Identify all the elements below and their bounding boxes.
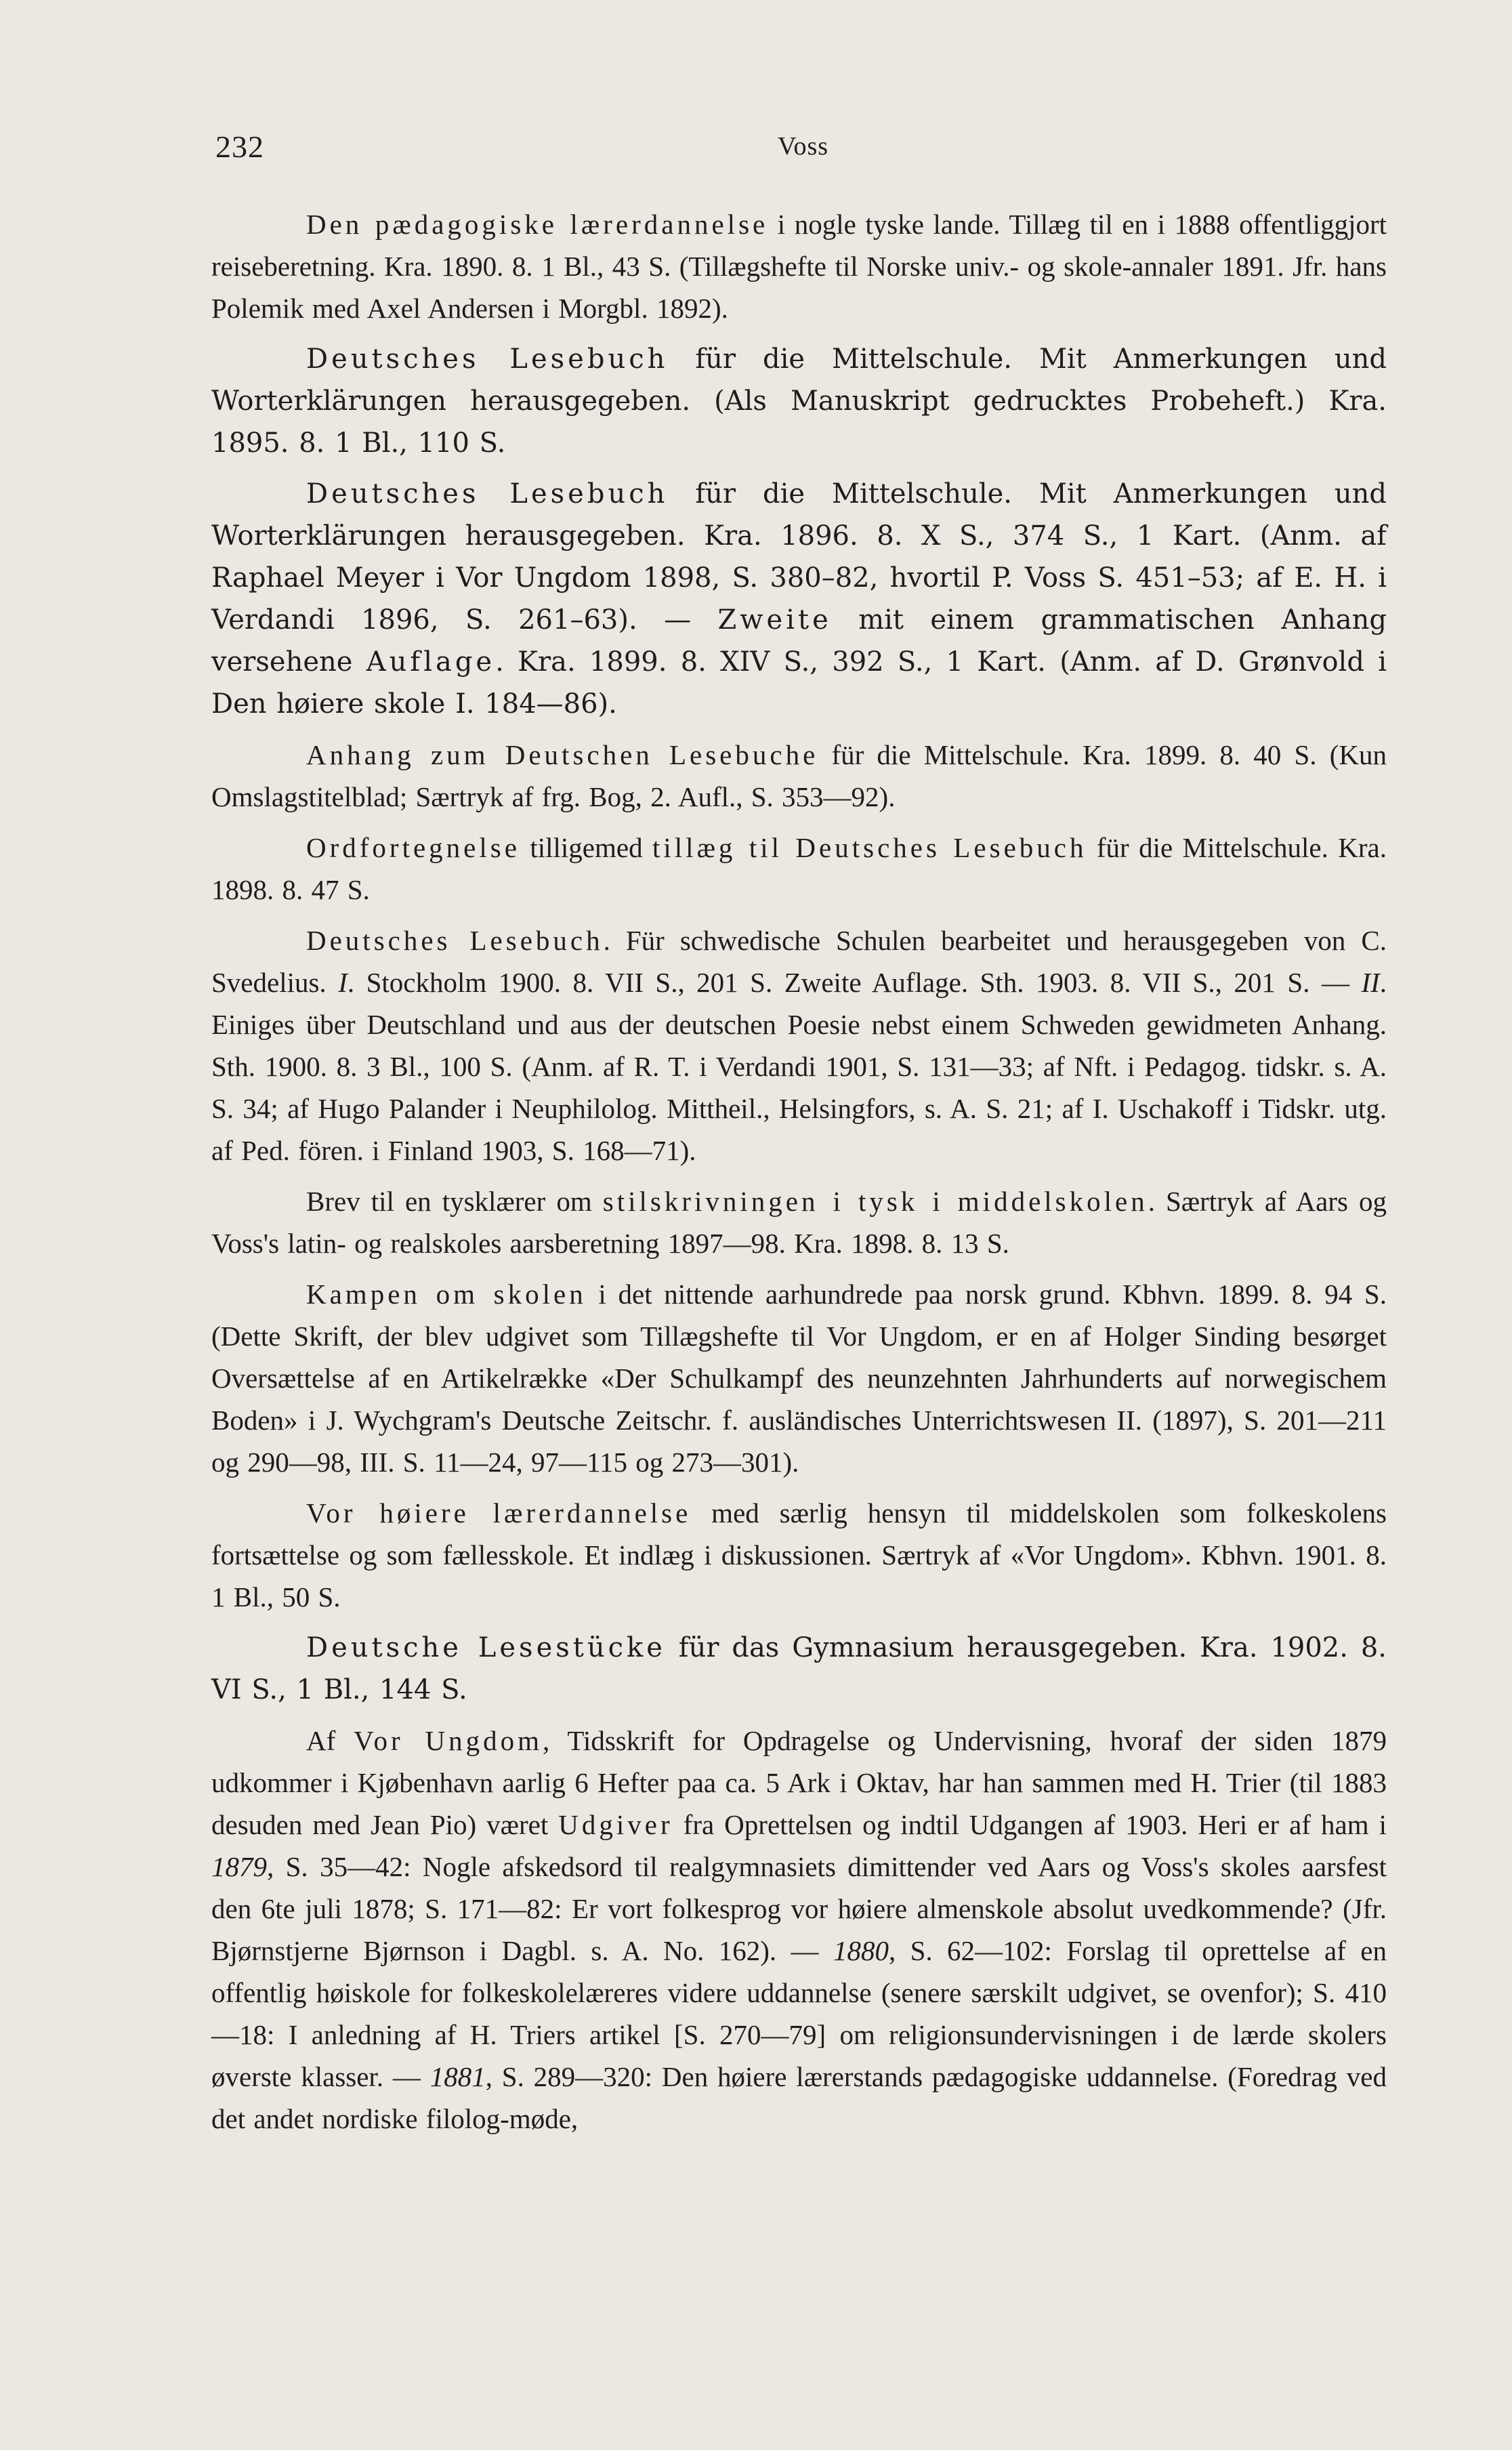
entry-text: für die Mittelschule. Mit Anmerkungen und Worterklärungen herausgegeben. Kra. 1896. 8. X S., 374 S., 1 Kart. (Anm. af Raphael Meyer i Vor Ungdom 1898, S. 380–82, hvortil P. Voss S. 451–53; af E. H. i Verdandi 1896, S. 261–63). — [211,478,1387,636]
entry-text: , S. 35—42: Nogle afskedsord til realgymnasiets dimittender ved Aars og Voss's skoles aarsfest den 6te juli 1878; S. 171—82: Er vort folkesprog vor høiere almenskole absolut uvedkommende? (Jfr. Bjørnstjerne Bjørnson i Dagbl. s. A. No. 162). — [211,1851,1387,1966]
entry-title: Deutsches Lesebuch [306,478,669,510]
bibliography-entry [211,473,1387,725]
body-text [211,203,1387,2148]
page-number: 232 [215,129,264,164]
entry-text: für die Mittelschule. Kra. 1899. 8. 40 S. (Kun Omslagstitelblad; Særtryk af frg. Bog, 2. Aufl., S. 353—92). [211,739,1387,812]
entry-text: tilligemed [520,832,652,863]
entry-italic: 1881 [429,2061,486,2092]
entry-text: i det nittende aarhundrede paa norsk grund. Kbhvn. 1899. 8. 94 S. (Dette Skrift, der blev udgivet som Tillægshefte til Vor Ungdom, er en af Holger Sinding besørget Oversættelse af en Artikelrække «Der Schulkampf des neunzehnten Jahrhunderts auf norwegischem Boden» i J. Wychgram's Deutsche Zeitschr. f. ausländisches Unterrichtswesen II. (1897), S. 201—211 og 290—98, III. S. 11—24, 97—115 og 273—301). [211,1279,1387,1478]
entry-text: . Særtryk af Aars og Voss's latin- og realskoles aarsberetning 1897—98. Kra. 1898. 8. 13 S. [211,1186,1387,1259]
entry-text: Af [306,1725,354,1756]
running-head: Voss [777,132,829,161]
entry-title: Vor Ungdom [354,1725,543,1756]
entry-text: . Einiges über Deutschland und aus der deutschen Poesie nebst einem Schweden gewidmeten Anhang. Sth. 1900. 8. 3 Bl., 100 S. (Anm. af R. T. i Verdandi 1901, S. 131—33; af Nft. i Pedagog. tidskr. s. A. S. 34; af Hugo Palander i Neuphilolog. Mittheil., Helsingfors, s. A. S. 21; af I. Uschakoff i Tidskr. utg. af Ped. fören. i Finland 1903, S. 168—71). [211,967,1387,1166]
entry-italic: 1879 [211,1851,267,1882]
entry-text: für die Mittelschule. Mit Anmerkungen und Worterklärungen herausgegeben. (Als Manuskript gedrucktes Probeheft.) Kra. 1895. 8. 1 Bl., 110 S. [211,344,1387,459]
entry-text: für die Mittelschule. Kra. 1898. 8. 47 S. [211,832,1387,905]
entry-italic: II [1361,967,1380,998]
entry-title: Ordfortegnelse [306,832,520,863]
entry-text: , Tidsskrift for Opdragelse og Undervisning, hvoraf der siden 1879 udkommer i Kjøbenhavn aarlig 6 Hefter paa ca. 5 Ark i Oktav, har han sammen med H. Trier (til 1883 desuden med Jean Pio) været [211,1725,1387,1840]
entry-italic: 1880 [833,1935,889,1966]
entry-title: Vor høiere lærerdannelse [306,1497,692,1529]
entry-title: Kampen om skolen [306,1279,587,1310]
bibliography-entry [211,1180,1387,1264]
bibliography-entry [211,1720,1387,2140]
entry-title: Auflage [366,646,496,678]
entry-title: Den pædagogiske lærerdannelse [306,209,769,240]
entry-text: i nogle tyske lande. Tillæg til en i 1888 offentliggjort reiseberetning. Kra. 1890. 8. 1 Bl., 43 S. (Tillægshefte til Norske univ.- og skole-annaler 1891. Jfr. hans Polemik med Axel Andersen i Morgbl. 1892). [211,209,1387,324]
page-header [215,129,1391,169]
entry-text: , S. 289—320: Den høiere lærerstands pædagogiske uddannelse. (Foredrag ved det andet nordiske filolog-møde, [211,2061,1387,2134]
bibliography-entry [211,734,1387,818]
bibliography-entry [211,919,1387,1171]
entry-title: stilskrivningen i tysk i middelskolen [602,1186,1148,1217]
entry-text: . Stockholm 1900. 8. VII S., 201 S. Zweite Auflage. Sth. 1903. 8. VII S., 201 S. — [347,967,1362,998]
entry-text: . Kra. 1899. 8. XIV S., 392 S., 1 Kart. (Anm. af D. Grønvold i Den høiere skole I. 184—86). [211,646,1387,720]
entry-title: Deutsche Lesestücke [306,1632,666,1663]
entry-text: . Für schwedische Schulen bearbeitet und herausgegeben von C. Svedelius. [211,925,1387,998]
entry-text: mit einem grammatischen Anhang versehene [211,604,1387,678]
entry-title: Zweite [717,604,832,636]
bibliography-entry [211,338,1387,464]
bibliography-entry [211,1492,1387,1618]
entry-italic: I [338,967,348,998]
entry-title: tillæg til Deutsches Lesebuch [652,832,1087,863]
bibliography-entry [211,1273,1387,1483]
entry-title: Deutsches Lesebuch [306,344,669,375]
bibliography-entry [211,827,1387,911]
entry-title: Anhang zum Deutschen Lesebuche [306,739,819,770]
entry-text: für das Gymnasium herausgegeben. Kra. 1902. 8. VI S., 1 Bl., 144 S. [211,1632,1387,1705]
bibliography-entry [211,203,1387,329]
entry-text: fra Oprettelsen og indtil Udgangen af 1903. Heri er af ham i [673,1809,1387,1840]
entry-title: Udgiver [558,1809,673,1840]
entry-text: med særlig hensyn til middelskolen som folkeskolens fortsættelse og som fællesskole. Et indlæg i diskussionen. Særtryk af «Vor Ungdom». Kbhvn. 1901. 8. 1 Bl., 50 S. [211,1497,1387,1613]
entry-text: , S. 62—102: Forslag til oprettelse af en offentlig høiskole for folkeskolelæreres videre uddannelse (senere særskilt udgivet, se ovenfor); S. 410—18: I anledning af H. Triers artikel [S. 270—79] om religionsundervisningen i de lærde skolers øverste klasser. — [211,1935,1387,2092]
entry-title: Deutsches Lesebuch [306,925,604,956]
bibliography-entry [211,1627,1387,1711]
entry-text: Brev til en tysklærer om [306,1186,603,1217]
